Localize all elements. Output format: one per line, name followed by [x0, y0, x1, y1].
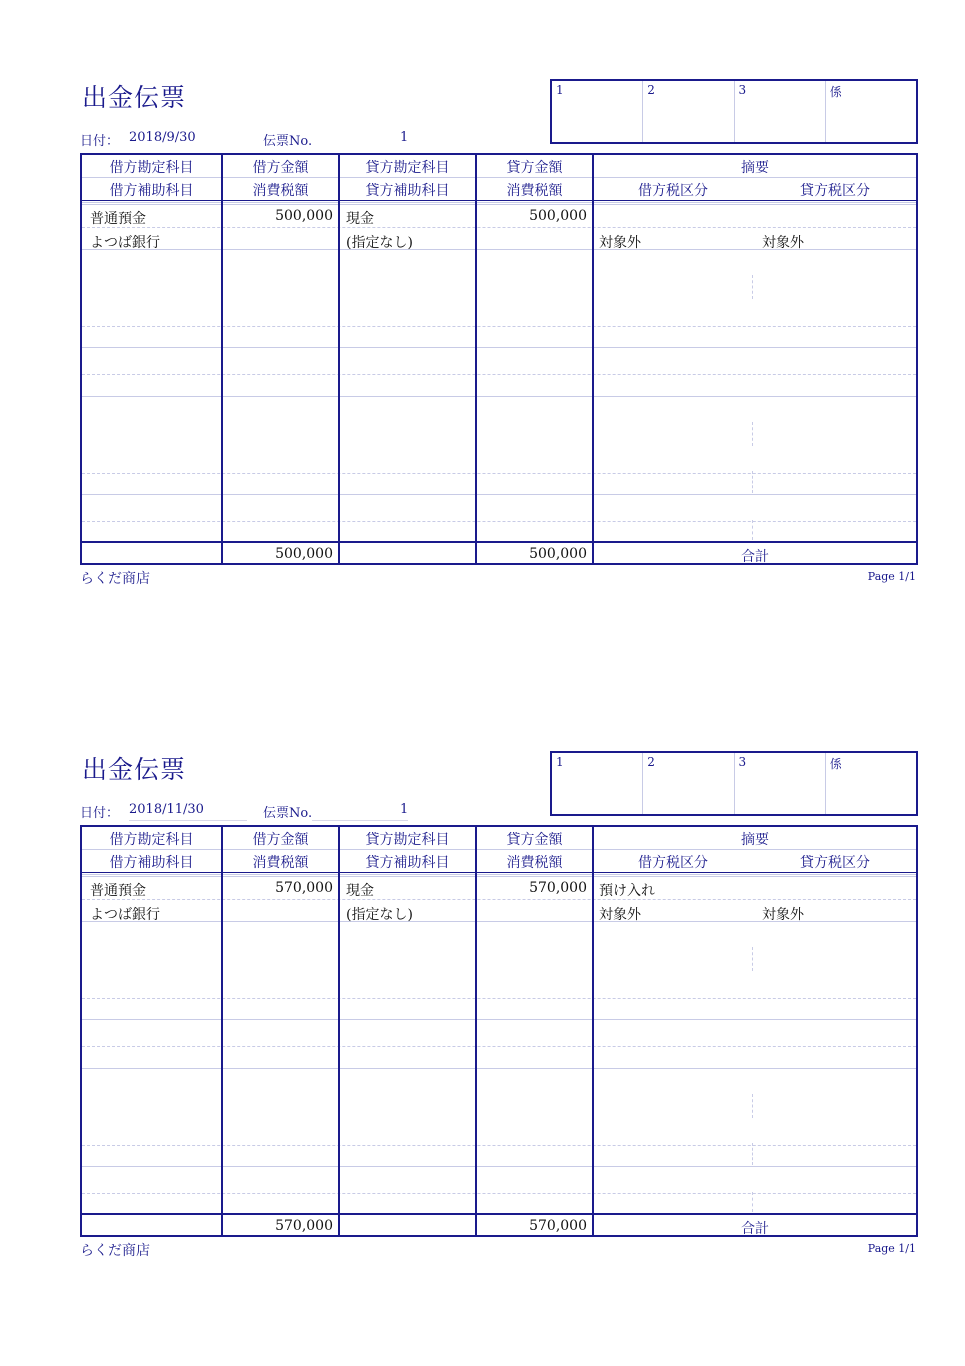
header-credit-tax-class: 貸方税区分: [800, 183, 870, 199]
approval-cell-clerk: 係: [825, 81, 916, 142]
header-debit-amount: 借方金額: [252, 832, 309, 848]
header-summary: 摘要: [741, 832, 769, 848]
debit-amount: 570,000: [275, 880, 333, 896]
credit-account: 現金: [346, 883, 374, 899]
header-debit-tax: 消費税額: [252, 183, 309, 199]
voucher-no-label: 伝票No.: [263, 134, 313, 149]
header-summary: 摘要: [741, 160, 769, 176]
approval-cell-1: 1: [556, 755, 564, 769]
journal-table: [80, 153, 918, 565]
credit-tax-class: 対象外: [762, 907, 804, 923]
header-credit-account: 貸方勘定科目: [365, 160, 450, 176]
debit-account: 普通預金: [90, 883, 146, 899]
debit-account: 普通預金: [90, 211, 146, 227]
journal-table: [80, 825, 918, 1237]
slip-title: 出金伝票: [82, 83, 187, 112]
approval-cell-2: 2: [642, 753, 733, 814]
debit-sub-account: よつば銀行: [90, 907, 160, 923]
total-credit: 570,000: [529, 1218, 587, 1234]
credit-tax-class: 対象外: [762, 235, 804, 251]
shop-name: らくだ商店: [80, 1243, 150, 1259]
header-debit-sub: 借方補助科目: [109, 855, 194, 871]
debit-tax-class: 対象外: [599, 235, 641, 251]
header-credit-amount: 貸方金額: [506, 160, 563, 176]
voucher-no-label: 伝票No.: [263, 806, 313, 821]
approval-cell-1: 1: [556, 83, 564, 97]
header-debit-tax-class: 借方税区分: [638, 183, 708, 199]
voucher-no: 1: [400, 130, 409, 145]
voucher-no: 1: [400, 802, 409, 817]
total-debit: 570,000: [275, 1218, 333, 1234]
approval-cell-clerk: 係: [825, 753, 916, 814]
page-number: Page 1/1: [867, 570, 916, 583]
approval-stamp-box: [550, 79, 918, 144]
header-credit-sub: 貸方補助科目: [365, 855, 450, 871]
approval-cell-3: 3: [734, 81, 825, 142]
header-credit-tax: 消費税額: [506, 855, 563, 871]
slip-title: 出金伝票: [82, 755, 187, 784]
header-credit-tax: 消費税額: [506, 183, 563, 199]
voucher-slip-2: [0, 742, 965, 1262]
approval-cell-3: 3: [734, 753, 825, 814]
slip-date: 2018/9/30: [129, 130, 196, 145]
header-debit-tax-class: 借方税区分: [638, 855, 708, 871]
header-debit-account: 借方勘定科目: [109, 160, 194, 176]
slip-date: 2018/11/30: [129, 802, 204, 817]
voucher-slip-1: [0, 70, 965, 590]
header-debit-account: 借方勘定科目: [109, 832, 194, 848]
summary-text: 預け入れ: [599, 883, 655, 899]
debit-amount: 500,000: [275, 208, 333, 224]
debit-sub-account: よつば銀行: [90, 235, 160, 251]
credit-account: 現金: [346, 211, 374, 227]
shop-name: らくだ商店: [80, 571, 150, 587]
credit-sub-account: (指定なし): [346, 907, 413, 923]
approval-stamp-box: [550, 751, 918, 816]
credit-amount: 500,000: [529, 208, 587, 224]
date-label: 日付：: [80, 806, 120, 821]
header-credit-amount: 貸方金額: [506, 832, 563, 848]
debit-tax-class: 対象外: [599, 907, 641, 923]
credit-sub-account: (指定なし): [346, 235, 413, 251]
total-label: 合計: [741, 1221, 769, 1237]
header-credit-account: 貸方勘定科目: [365, 832, 450, 848]
header-credit-sub: 貸方補助科目: [365, 183, 450, 199]
date-label: 日付：: [80, 134, 120, 149]
page-number: Page 1/1: [867, 1242, 916, 1255]
total-label: 合計: [741, 549, 769, 565]
header-debit-tax: 消費税額: [252, 855, 309, 871]
header-debit-sub: 借方補助科目: [109, 183, 194, 199]
approval-cell-2: 2: [642, 81, 733, 142]
total-debit: 500,000: [275, 546, 333, 562]
credit-amount: 570,000: [529, 880, 587, 896]
total-credit: 500,000: [529, 546, 587, 562]
header-credit-tax-class: 貸方税区分: [800, 855, 870, 871]
header-debit-amount: 借方金額: [252, 160, 309, 176]
